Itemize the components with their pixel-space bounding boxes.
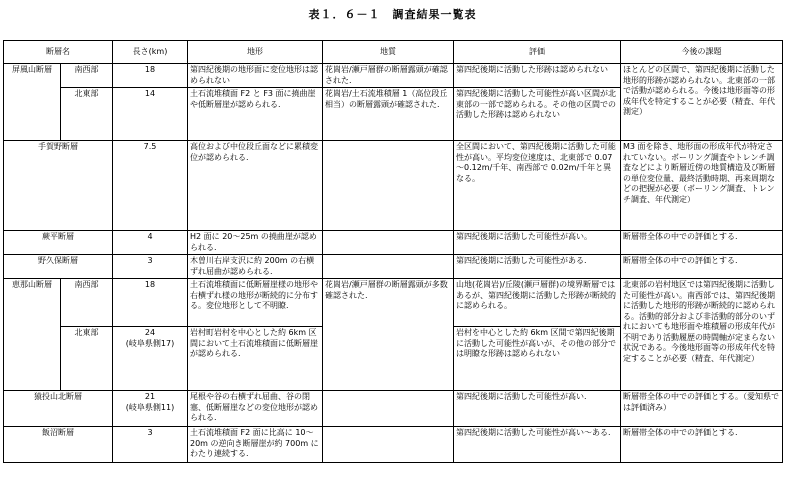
evaluation-cell: 第四紀後期に活動した可能性が高い. bbox=[454, 391, 621, 427]
fault-name: 手賀野断層 bbox=[4, 141, 113, 231]
length-note: (岐阜県側11) bbox=[125, 402, 175, 412]
table-row bbox=[4, 255, 783, 279]
table-row bbox=[4, 231, 783, 255]
evaluation-cell: 第四紀後期に活動した形跡は認められない bbox=[454, 64, 621, 88]
geology-cell bbox=[323, 391, 454, 427]
fault-length: 3 bbox=[113, 427, 188, 463]
evaluation-cell: 第四紀後期に活動した可能性が高い。 bbox=[454, 231, 621, 255]
table-row bbox=[4, 427, 783, 463]
issues-cell: 断層帯全体の中での評価とする. bbox=[621, 231, 783, 255]
table-row bbox=[4, 391, 783, 427]
fault-name: 屏風山断層 bbox=[4, 64, 61, 141]
geology-cell bbox=[323, 255, 454, 279]
evaluation-cell: 全区間において、第四紀後期に活動した可能性が高い。平均変位速度は、北東部で 0.07～0.12m/千年、南西部で 0.02m/千年と異なる。 bbox=[454, 141, 621, 231]
header-issues: 今後の課題 bbox=[621, 41, 783, 64]
topography-cell: H2 面に 20～25m の撓曲崖が認められる. bbox=[188, 231, 323, 255]
fault-length: 7.5 bbox=[113, 141, 188, 231]
evaluation-cell: 第四紀後期に活動した可能性が高い～ある. bbox=[454, 427, 621, 463]
segment-name: 北東部 bbox=[61, 327, 113, 391]
topography-cell: 岩村町岩村を中心とした約 6km 区間において土石流堆積面に低断層崖が認められる. bbox=[188, 327, 323, 391]
topography-cell: 高位および中位段丘面などに累積変位が認められる. bbox=[188, 141, 323, 231]
geology-cell: 花崗岩/瀬戸層群の断層露頭が確認された. bbox=[323, 64, 454, 88]
fault-length bbox=[113, 327, 188, 391]
evaluation-cell: 第四紀後期に活動した可能性がある. bbox=[454, 255, 621, 279]
page-title: 表１．６－１ 調査結果一覧表 bbox=[308, 8, 477, 21]
fault-name: 猿投山北断層 bbox=[4, 391, 113, 427]
fault-length: 3 bbox=[113, 255, 188, 279]
topography-cell: 土石流堆積面 F2 面に比高に 10～20m の逆向き断層崖が約 700m にわたり連続する. bbox=[188, 427, 323, 463]
geology-cell bbox=[323, 231, 454, 255]
header-topography: 地形 bbox=[188, 41, 323, 64]
issues-cell: 断層帯全体の中での評価とする. bbox=[621, 255, 783, 279]
evaluation-cell: 山地(花崗岩)/丘陵(瀬戸層群)の境界断層ではあるが、第四紀後期に活動した形跡が断続的に認められる。 bbox=[454, 279, 621, 327]
length-note: (岐阜県側17) bbox=[125, 338, 175, 348]
segment-name: 北東部 bbox=[61, 88, 113, 141]
header-fault-name: 断層名 bbox=[4, 41, 113, 64]
header-geology: 地質 bbox=[323, 41, 454, 64]
geology-cell: 花崗岩/瀬戸層群の断層露頭が多数確認された. bbox=[323, 279, 454, 391]
fault-length bbox=[113, 391, 188, 427]
length-value: 24 bbox=[144, 328, 156, 337]
issues-cell: 断層帯全体の中での評価とする. bbox=[621, 427, 783, 463]
fault-name: 恵那山断層 bbox=[4, 279, 61, 391]
issues-cell: ほとんどの区間で、第四紀後期に活動した地形的形跡が認められない。北東部の一部で活動が認められる。今後は地形面等の形成年代を特定することが必要（精査、年代測定） bbox=[621, 64, 783, 141]
issues-cell: M3 面を除き、地形面の形成年代が特定されていない。ボーリング調査やトレンチ調査などにより断層近傍の地質構造及び断層の単位変位量、最終活動時期、再来周期などの把握が必要（ボーリング調査、トレンチ調査、年代測定） bbox=[621, 141, 783, 231]
segment-name: 南西部 bbox=[61, 279, 113, 327]
fault-name: 飯沼断層 bbox=[4, 427, 113, 463]
length-value: 21 bbox=[144, 392, 156, 401]
topography-cell: 土石流堆積面 F2 と F3 面に撓曲崖や低断層崖が認められる. bbox=[188, 88, 323, 141]
fault-length: 18 bbox=[113, 279, 188, 327]
fault-length: 4 bbox=[113, 231, 188, 255]
geology-cell: 花崗岩/土石流堆積層 1（高位段丘相当）の断層露頭が確認された. bbox=[323, 88, 454, 141]
topography-cell: 第四紀後期の地形面に変位地形は認められない bbox=[188, 64, 323, 88]
table-row bbox=[4, 64, 783, 88]
results-table bbox=[3, 40, 783, 463]
topography-cell: 尾根や谷の右横ずれ屈曲、谷の閉塞、低断層崖などの変位地形が認められる. bbox=[188, 391, 323, 427]
segment-name: 南西部 bbox=[61, 64, 113, 88]
fault-length: 18 bbox=[113, 64, 188, 88]
table-row bbox=[4, 141, 783, 231]
header-length: 長さ(km) bbox=[113, 41, 188, 64]
header-evaluation: 評価 bbox=[454, 41, 621, 64]
evaluation-cell: 岩村を中心とした約 6km 区間で第四紀後期に活動した可能性が高いが、その他の部分では明瞭な形跡は認められない bbox=[454, 327, 621, 391]
topography-cell: 土石流堆積面に低断層崖様の地形や右横ずれ様の地形が断続的に分布する。変位地形として不明瞭. bbox=[188, 279, 323, 327]
fault-length: 14 bbox=[113, 88, 188, 141]
geology-cell bbox=[323, 141, 454, 231]
header-row bbox=[4, 41, 783, 64]
geology-cell bbox=[323, 427, 454, 463]
evaluation-cell: 第四紀後期に活動した可能性が高い区間が北東部の一部で認められる。その他の区間での活動した形跡は認められない bbox=[454, 88, 621, 141]
fault-name: 蕨平断層 bbox=[4, 231, 113, 255]
issues-cell: 断層帯全体の中での評価とする。（愛知県では評価済み） bbox=[621, 391, 783, 427]
topography-cell: 木曽川右岸支沢に約 200m の右横ずれ屈曲が認められる. bbox=[188, 255, 323, 279]
issues-cell: 北東部の岩村地区では第四紀後期に活動した可能性が高い。南西部では、第四紀後期に活動した地形的形跡が断続的に認められる。活動的部分および非活動的部分のいずれにおいても地形面や堆積層の形成年代が不明であり活動履歴の時間軸が定まらない状況である。今後地形面等の形成年代を特定することが必要（精査、年代測定） bbox=[621, 279, 783, 391]
fault-name: 野久保断層 bbox=[4, 255, 113, 279]
table-row bbox=[4, 279, 783, 327]
